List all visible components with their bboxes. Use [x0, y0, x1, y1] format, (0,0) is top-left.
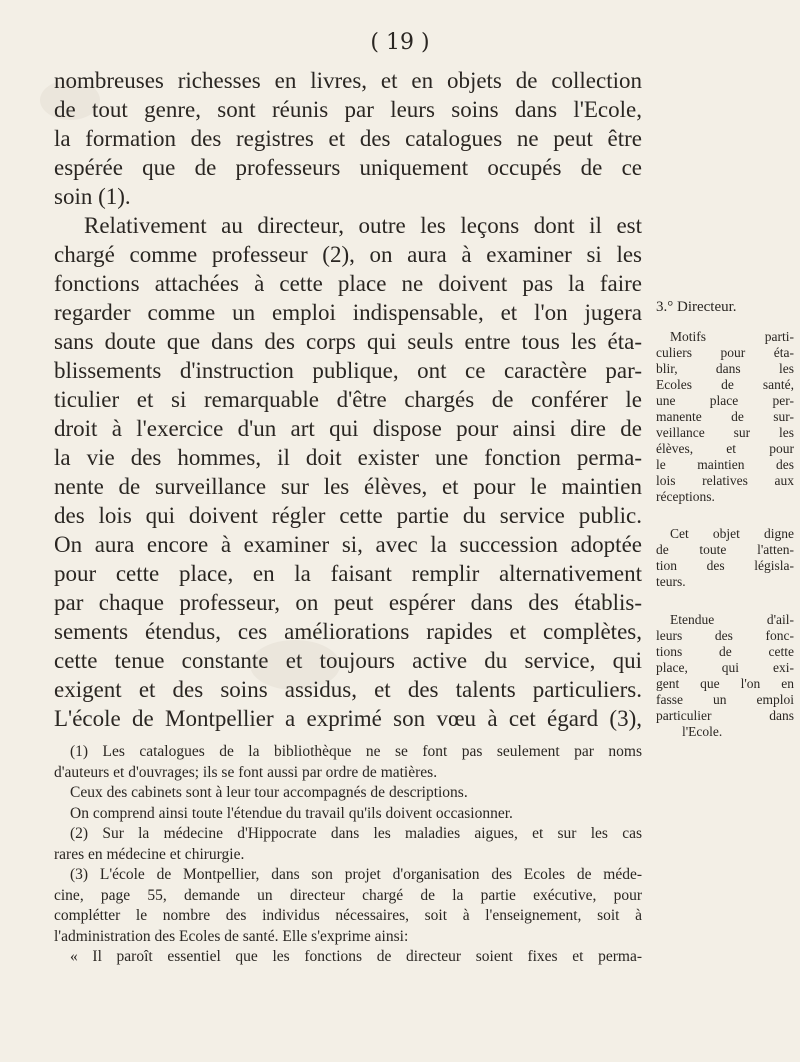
note-line: teurs. — [656, 574, 686, 589]
margin-note-directeur — [656, 299, 794, 315]
text-line: blissements d'instruction publique, ont ce caractère par- — [54, 358, 642, 383]
note-line: tions de cette — [656, 644, 794, 659]
note-line: réceptions. — [656, 489, 715, 504]
text-line: sans doute que dans des corps qui seuls entre tous les éta- — [54, 329, 642, 354]
footnote-line: rares en médecine et chirurgie. — [54, 845, 245, 863]
text-line: On aura encore à examiner si, avec la succession adoptée — [54, 532, 642, 557]
text-line: fonctions attachées à cette place ne doivent pas la faire — [54, 271, 642, 296]
footnote-line: (3) L'école de Montpellier, dans son projet d'organisation des Ecoles de méde- — [70, 866, 642, 883]
note-line: Etendue d'ail- — [670, 612, 794, 627]
note-line: gent que l'on en — [656, 676, 794, 691]
note-line: une place per- — [656, 393, 794, 408]
footnote-line: d'auteurs et d'ouvrages; ils se font aussi par ordre de matières. — [54, 763, 438, 781]
text-line: L'école de Montpellier a exprimé son vœu à cet égard (3), — [54, 706, 642, 731]
text-line: chargé comme professeur (2), on aura à examiner si les — [54, 242, 642, 267]
main-text-body — [54, 66, 642, 733]
footnote-line: (2) Sur la médecine d'Hippocrate dans les maladies aigues, et sur les cas — [70, 825, 642, 842]
text-line: regarder comme un emploi indispensable, et l'on jugera — [54, 300, 642, 325]
note-line: Motifs parti- — [670, 329, 794, 344]
text-line: nente de surveillance sur les élèves, et pour le maintien — [54, 474, 642, 499]
margin-note-etendue — [656, 612, 794, 740]
text-line: la formation des registres et des catalogues ne peut être — [54, 126, 642, 151]
note-line: le maintien des — [656, 457, 794, 472]
text-line: ticulier et si remarquable d'être chargés de conférer le — [54, 387, 642, 412]
note-line: Ecoles de santé, — [656, 377, 794, 392]
text-line: par chaque professeur, on peut espérer dans des établis- — [54, 590, 642, 615]
footnote-line: On comprend ainsi toute l'étendue du travail qu'ils doivent occasionner. — [70, 804, 513, 822]
footnote-line: cine, page 55, demande un directeur chargé de la partie exécutive, pour — [54, 886, 642, 904]
margin-note-motifs — [656, 329, 794, 505]
text-line: soin (1). — [54, 184, 131, 209]
margin-note-objet — [656, 526, 794, 590]
text-line: exigent et des soins assidus, et des talents particuliers. — [54, 677, 642, 702]
text-line: sements étendus, ces améliorations rapides et complètes, — [54, 619, 642, 644]
footnote-line: complétter le nombre des individus nécessaires, soit à l'enseignement, soit à — [54, 907, 642, 924]
note-line: 3.° Directeur. — [656, 299, 737, 315]
text-line: cette tenue constante et toujours active du service, qui — [54, 648, 642, 673]
text-line: Relativement au directeur, outre les leçons dont il est — [84, 213, 642, 238]
footnote-line: l'administration des Ecoles de santé. Elle s'exprime ainsi: — [54, 927, 409, 945]
text-line: droit à l'exercice d'un art qui dispose pour ainsi dire de — [54, 416, 642, 441]
note-line: tion des législa- — [656, 558, 794, 573]
note-line: de toute l'atten- — [656, 542, 794, 557]
text-line: des lois qui doivent régler cette partie du service public. — [54, 503, 642, 528]
text-line: de tout genre, sont réunis par leurs soins dans l'Ecole, — [54, 97, 642, 122]
note-line: Cet objet digne — [670, 526, 794, 541]
note-line: culiers pour éta- — [656, 345, 794, 360]
page-number: ( 19 ) — [370, 30, 430, 55]
note-line: lois relatives aux — [656, 473, 794, 488]
footnote-line: (1) Les catalogues de la bibliothèque ne se font pas seulement par noms — [70, 743, 642, 760]
note-line: veillance sur les — [656, 425, 794, 440]
note-line: élèves, et pour — [656, 441, 794, 456]
note-line: particulier dans — [656, 708, 794, 723]
footnotes — [54, 742, 642, 968]
note-line: place, qui exi- — [656, 660, 794, 675]
text-line: la vie des hommes, il doit exister une fonction perma- — [54, 445, 642, 470]
text-line: pour cette place, en la faisant remplir alternativement — [54, 561, 642, 586]
note-line: blir, dans les — [656, 361, 794, 376]
note-line: fasse un emploi — [656, 692, 794, 707]
note-line: leurs des fonc- — [656, 628, 794, 643]
footnote-line: Ceux des cabinets sont à leur tour accompagnés de descriptions. — [70, 784, 468, 801]
note-line: l'Ecole. — [682, 724, 723, 739]
text-line: espérée que de professeurs uniquement occupés de ce — [54, 155, 642, 180]
footnote-line: « Il paroît essentiel que les fonctions de directeur soient fixes et perma- — [70, 948, 642, 965]
note-line: manente de sur- — [656, 409, 794, 424]
text-line: nombreuses richesses en livres, et en objets de collection — [54, 68, 642, 93]
